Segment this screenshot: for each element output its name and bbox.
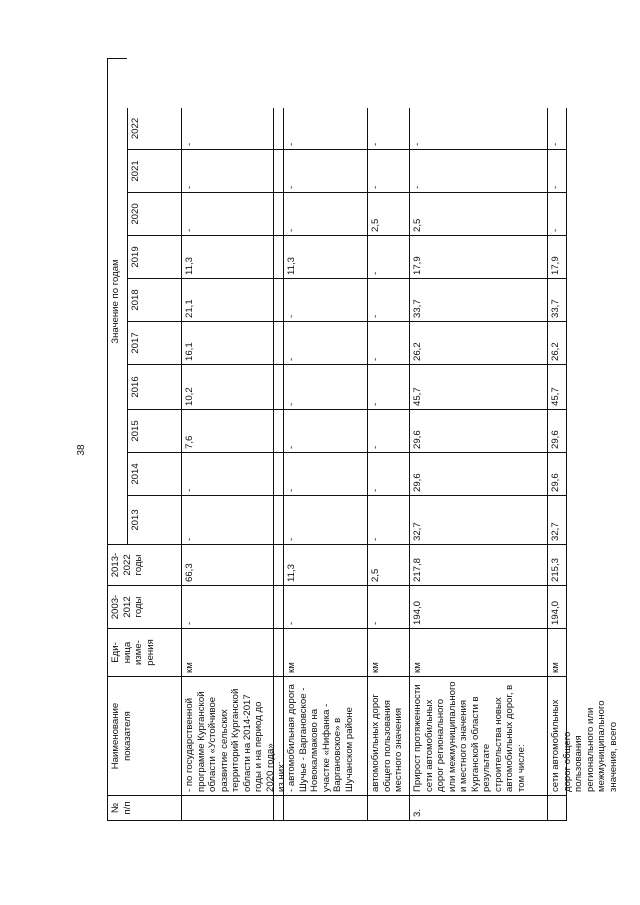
table-frame <box>107 58 619 821</box>
header-values-by-year: Значение по годам <box>107 58 127 545</box>
header-unit: Еди-ница изме-рения <box>107 629 181 677</box>
row-value-2013 <box>273 496 283 545</box>
row-value-2018: 33,7 <box>547 279 567 322</box>
row-value-2013: - <box>283 496 367 545</box>
header-year-2016: 2016 <box>127 365 181 410</box>
row-name: автомобильных дорог общего пользования местного значения <box>367 677 409 796</box>
row-value-2022: - <box>181 108 273 150</box>
row-value-2019: - <box>367 236 409 279</box>
row-value-2013-2022 <box>273 545 283 586</box>
row-value-2016: 45,7 <box>547 365 567 410</box>
row-unit: км <box>409 629 547 677</box>
row-value-2020: - <box>283 193 367 236</box>
row-value-2020: 2,5 <box>367 193 409 236</box>
row-value-2015: 29,6 <box>409 410 547 453</box>
row-value-2018: - <box>283 279 367 322</box>
row-value-2020: - <box>181 193 273 236</box>
row-value-2013: 32,7 <box>409 496 547 545</box>
row-unit: км <box>367 629 409 677</box>
row-num <box>283 796 367 821</box>
row-value-2018 <box>273 279 283 322</box>
row-value-2015: 7,6 <box>181 410 273 453</box>
header-year-2019: 2019 <box>127 236 181 279</box>
row-value-2020: 2,5 <box>409 193 547 236</box>
row-value-2015 <box>273 410 283 453</box>
row-value-2018: 21,1 <box>181 279 273 322</box>
header-year-2014: 2014 <box>127 453 181 496</box>
row-value-2015: 29,6 <box>547 410 567 453</box>
row-value-2019: 17,9 <box>409 236 547 279</box>
row-name: из них: <box>273 677 283 796</box>
row-value-2013-2022: 66,3 <box>181 545 273 586</box>
row-value-2014: - <box>283 453 367 496</box>
row-value-2014: 29,6 <box>547 453 567 496</box>
row-value-2003-2012: - <box>283 586 367 629</box>
row-value-2018: - <box>367 279 409 322</box>
indicator-table <box>107 58 619 821</box>
row-unit <box>273 629 283 677</box>
row-value-2014: - <box>181 453 273 496</box>
row-value-2022: - <box>367 108 409 150</box>
row-value-2020: - <box>547 193 567 236</box>
row-value-2014: 29,6 <box>409 453 547 496</box>
row-unit: км <box>547 629 567 677</box>
header-year-2015: 2015 <box>127 410 181 453</box>
row-value-2015: - <box>283 410 367 453</box>
row-value-2013-2022: 217,8 <box>409 545 547 586</box>
row-value-2013: - <box>367 496 409 545</box>
row-value-2021: - <box>367 150 409 193</box>
row-value-2003-2012 <box>273 586 283 629</box>
row-value-2003-2012: 194,0 <box>547 586 567 629</box>
row-num <box>181 796 273 821</box>
row-value-2021: - <box>409 150 547 193</box>
row-value-2020 <box>273 193 283 236</box>
row-value-2017 <box>273 322 283 365</box>
row-value-2019: 11,3 <box>283 236 367 279</box>
row-value-2014 <box>273 453 283 496</box>
row-name: Прирост протяженности сети автомобильных дорог регионального или межмуниципального и местного значения Курганской области в результате строительства новых автомобильных дорог, в том числе: <box>409 677 547 796</box>
row-name: - автомобильная дорога Шучье - Варгановское - Новокалмаково на участке «Нифанка - Варгановское» в Шучанском районе <box>283 677 367 796</box>
row-value-2021: - <box>283 150 367 193</box>
row-value-2021: - <box>181 150 273 193</box>
row-num <box>273 796 283 821</box>
row-num: 3. <box>409 796 547 821</box>
row-value-2021: - <box>547 150 567 193</box>
header-num: № п/п <box>107 796 181 821</box>
header-period-2003-2012: 2003-2012 годы <box>107 586 181 629</box>
row-value-2017: - <box>283 322 367 365</box>
row-unit: км <box>283 629 367 677</box>
row-num <box>547 796 567 821</box>
row-value-2017: 26,2 <box>409 322 547 365</box>
row-value-2013-2022: 11,3 <box>283 545 367 586</box>
header-year-2017: 2017 <box>127 322 181 365</box>
row-name: - по государственной программе Курганской области «Устойчивое развитие сельских территорий Курганской области на 2014-2017 годы и на период до 2020 года» <box>181 677 273 796</box>
row-value-2022: - <box>547 108 567 150</box>
row-value-2013-2022: 215,3 <box>547 545 567 586</box>
row-value-2016: - <box>367 365 409 410</box>
row-value-2003-2012: 194,0 <box>409 586 547 629</box>
header-year-2020: 2020 <box>127 193 181 236</box>
header-name: Наименование показателя <box>107 677 181 796</box>
row-value-2003-2012: - <box>367 586 409 629</box>
header-year-2018: 2018 <box>127 279 181 322</box>
row-value-2013: - <box>181 496 273 545</box>
row-value-2017: 16,1 <box>181 322 273 365</box>
header-year-2021: 2021 <box>127 150 181 193</box>
row-value-2022 <box>273 108 283 150</box>
row-value-2013: 32,7 <box>547 496 567 545</box>
row-value-2016: - <box>283 365 367 410</box>
header-year-2013: 2013 <box>127 496 181 545</box>
row-value-2014: - <box>367 453 409 496</box>
row-name: сети автомобильных дорог общего пользования регионального или межмуниципального значения, всего <box>547 677 567 796</box>
row-value-2016: 10,2 <box>181 365 273 410</box>
row-value-2016: 45,7 <box>409 365 547 410</box>
row-value-2022: - <box>409 108 547 150</box>
row-value-2018: 33,7 <box>409 279 547 322</box>
row-unit: км <box>181 629 273 677</box>
row-value-2017: - <box>367 322 409 365</box>
row-value-2021 <box>273 150 283 193</box>
row-value-2013-2022: 2,5 <box>367 545 409 586</box>
row-value-2003-2012: - <box>181 586 273 629</box>
page-number: 38 <box>76 444 87 456</box>
row-num <box>367 796 409 821</box>
header-year-2022: 2022 <box>127 108 181 150</box>
row-value-2017: 26,2 <box>547 322 567 365</box>
row-value-2016 <box>273 365 283 410</box>
row-value-2019 <box>273 236 283 279</box>
header-period-2013-2022: 2013-2022 годы <box>107 545 181 586</box>
row-value-2015: - <box>367 410 409 453</box>
row-value-2022: - <box>283 108 367 150</box>
row-value-2019: 11,3 <box>181 236 273 279</box>
row-value-2019: 17,9 <box>547 236 567 279</box>
